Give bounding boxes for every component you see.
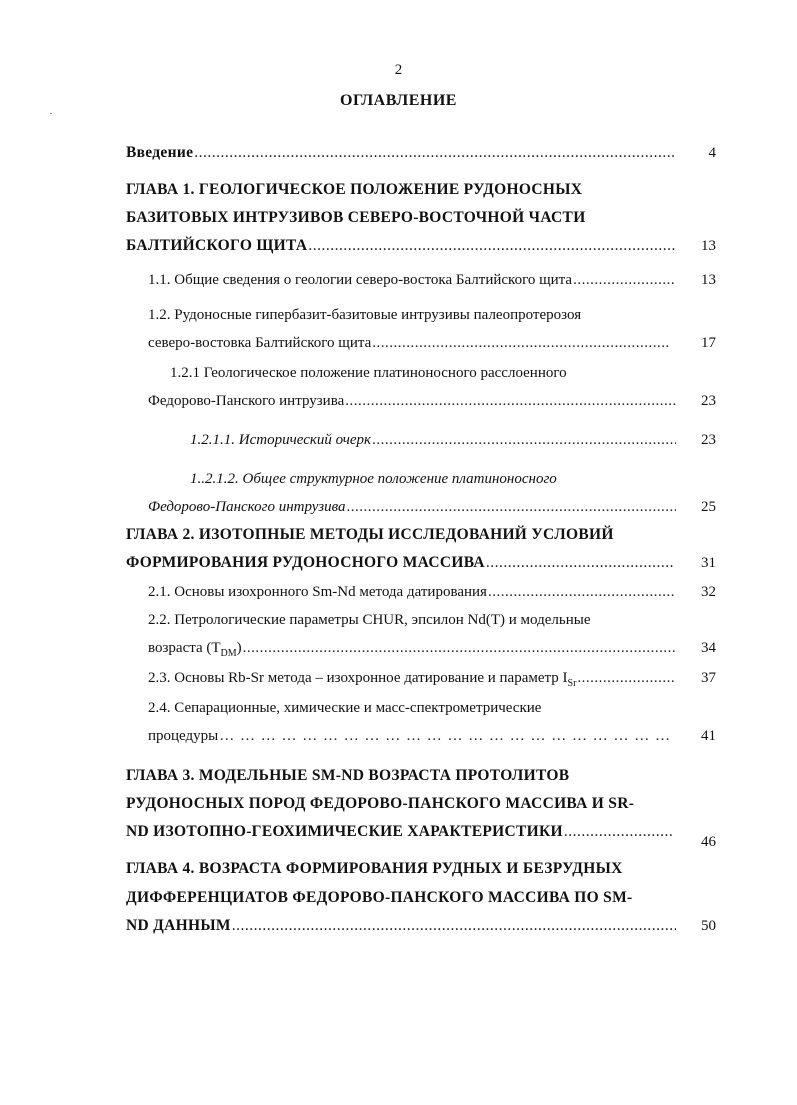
toc-chapter-3-line-1[interactable] [126,766,569,786]
dot-leader [564,822,672,842]
toc-section-2-4-line-2[interactable] [148,726,676,746]
toc-section-1-1[interactable] [148,270,676,290]
toc-section-2-4-line-1[interactable] [148,698,541,718]
toc-page-number: 32 [701,584,716,600]
scan-speck [50,113,52,114]
toc-entry-label: Федорово-Панского интрузива [148,499,346,515]
toc-entry-label: 1.2.1.1. Исторический очерк [190,432,372,448]
dot-leader [347,497,676,517]
toc-entry-label: ГЛАВА 3. МОДЕЛЬНЫЕ SM-ND ВОЗРАСТА ПРОТОЛИТОВ [126,767,570,784]
toc-entry-label: 1..2.1.2. Общее структурное положение платиноносного [190,471,557,487]
label-part: возраста (T [148,640,221,656]
toc-page-number: 46 [701,834,716,850]
toc-page-number: 31 [701,555,716,571]
dot-leader [219,726,676,746]
toc-section-2-2-line-1[interactable] [148,610,591,630]
toc-page-number: 25 [701,499,716,515]
toc-entry-label: 1.2. Рудоносные гипербазит-базитовые интрузивы палеопротерозоя [148,307,582,323]
toc-entry-label: ДИФФЕРЕНЦИАТОВ ФЕДОРОВО-ПАНСКОГО МАССИВА ПО SM- [126,889,633,906]
toc-chapter-2-line-2[interactable] [126,553,674,573]
toc-entry-label: ГЛАВА 4. ВОЗРАСТА ФОРМИРОВАНИЯ РУДНЫХ И БЕЗРУДНЫХ [126,860,623,877]
dot-leader [308,236,676,256]
toc-page-number: 13 [701,238,716,254]
page-number: 2 [394,62,403,78]
toc-page-number: 50 [701,918,716,934]
toc-entry-label: 1.2.1 Геологическое положение платиноносного расслоенного [170,365,567,381]
toc-page-number: 37 [701,670,716,686]
toc-chapter-4-line-1[interactable] [126,859,623,879]
toc-section-2-1[interactable] [148,582,674,602]
subscript: DM [220,648,237,659]
toc-page-number: 17 [701,335,716,351]
toc-section-1-2-line-1[interactable] [148,305,581,325]
toc-chapter-3-line-2[interactable] [126,794,634,814]
toc-chapter-1-line-3[interactable] [126,236,676,256]
toc-entry-label: ГЛАВА 2. ИЗОТОПНЫЕ МЕТОДЫ ИССЛЕДОВАНИЙ УСЛОВИЙ [126,526,614,543]
toc-entry-label: 2.2. Петрологические параметры CHUR, эпсилон Nd(T) и модельные [148,612,591,628]
toc-title: ОГЛАВЛЕНИЕ [340,92,457,109]
toc-page-number: 4 [708,145,716,161]
dot-leader [372,430,676,450]
toc-entry-label: РУДОНОСНЫХ ПОРОД ФЕДОРОВО-ПАНСКОГО МАССИВА И SR- [126,795,635,812]
dot-leader [372,333,670,353]
toc-entry-label: ND ИЗОТОПНО-ГЕОХИМИЧЕСКИЕ ХАРАКТЕРИСТИКИ [126,823,563,840]
dot-leader [488,582,674,602]
dot-leader [486,553,674,573]
toc-section-1-2-1-line-1[interactable] [170,363,567,383]
toc-entry-label: процедуры [148,728,219,744]
toc-chapter-4-line-2[interactable] [126,888,633,908]
toc-chapter-2-line-1[interactable] [126,525,614,545]
toc-entry-label: БАЗИТОВЫХ ИНТРУЗИВОВ СЕВЕРО-ВОСТОЧНОЙ ЧАСТИ [126,209,586,226]
toc-section-1-2-line-2[interactable] [148,333,670,353]
toc-section-1-2-1-2-line-1[interactable] [190,469,557,489]
toc-entry-label: 2.4. Сепарационные, химические и масс-спектрометрические [148,700,542,716]
toc-page-number: 23 [701,393,716,409]
toc-chapter-3-line-3[interactable] [126,822,672,842]
toc-entry-label: БАЛТИЙСКОГО ЩИТА [126,237,308,254]
toc-entry-label: ND ДАННЫМ [126,917,231,934]
toc-chapter-1-line-1[interactable] [126,180,582,200]
dot-leader [232,916,676,936]
toc-page-number: 13 [701,272,716,288]
dot-leader [194,143,676,163]
toc-entry-label: 2.1. Основы изохронного Sm-Nd метода датирования [148,584,487,600]
toc-section-2-3[interactable] [148,668,676,688]
toc-entry-label: Введение [126,144,194,161]
toc-entry-label [148,638,242,658]
toc-section-1-2-1-1[interactable] [190,430,676,450]
toc-entry-label: 1.1. Общие сведения о геологии северо-востока Балтийского щита [148,272,573,288]
toc-entry-label: северо-востовка Балтийского щита [148,335,372,351]
subscript: Sr [567,678,577,689]
label-part: 2.3. Основы Rb-Sr метода – изохронное датирование и параметр I [148,670,568,686]
toc-section-1-2-1-2-line-2[interactable] [148,497,676,517]
toc-chapter-4-line-3[interactable] [126,916,676,936]
toc-chapter-1-line-2[interactable] [126,208,586,228]
toc-section-1-2-1-line-2[interactable] [148,391,676,411]
dot-leader [573,270,676,290]
toc-entry-label: ГЛАВА 1. ГЕОЛОГИЧЕСКОЕ ПОЛОЖЕНИЕ РУДОНОСНЫХ [126,181,583,198]
toc-page-number: 34 [701,640,716,656]
toc-section-2-2-line-2[interactable] [148,638,676,658]
dot-leader [577,668,676,688]
toc-entry-intro[interactable] [126,143,676,163]
toc-entry-label: Федорово-Панского интрузива [148,393,345,409]
toc-entry-label [148,668,576,688]
dot-leader [345,391,676,411]
label-part: ) [236,640,242,656]
toc-entry-label: ФОРМИРОВАНИЯ РУДОНОСНОГО МАССИВА [126,554,485,571]
toc-page-number: 23 [701,432,716,448]
toc-page-number: 41 [701,728,716,744]
dot-leader [243,638,676,658]
